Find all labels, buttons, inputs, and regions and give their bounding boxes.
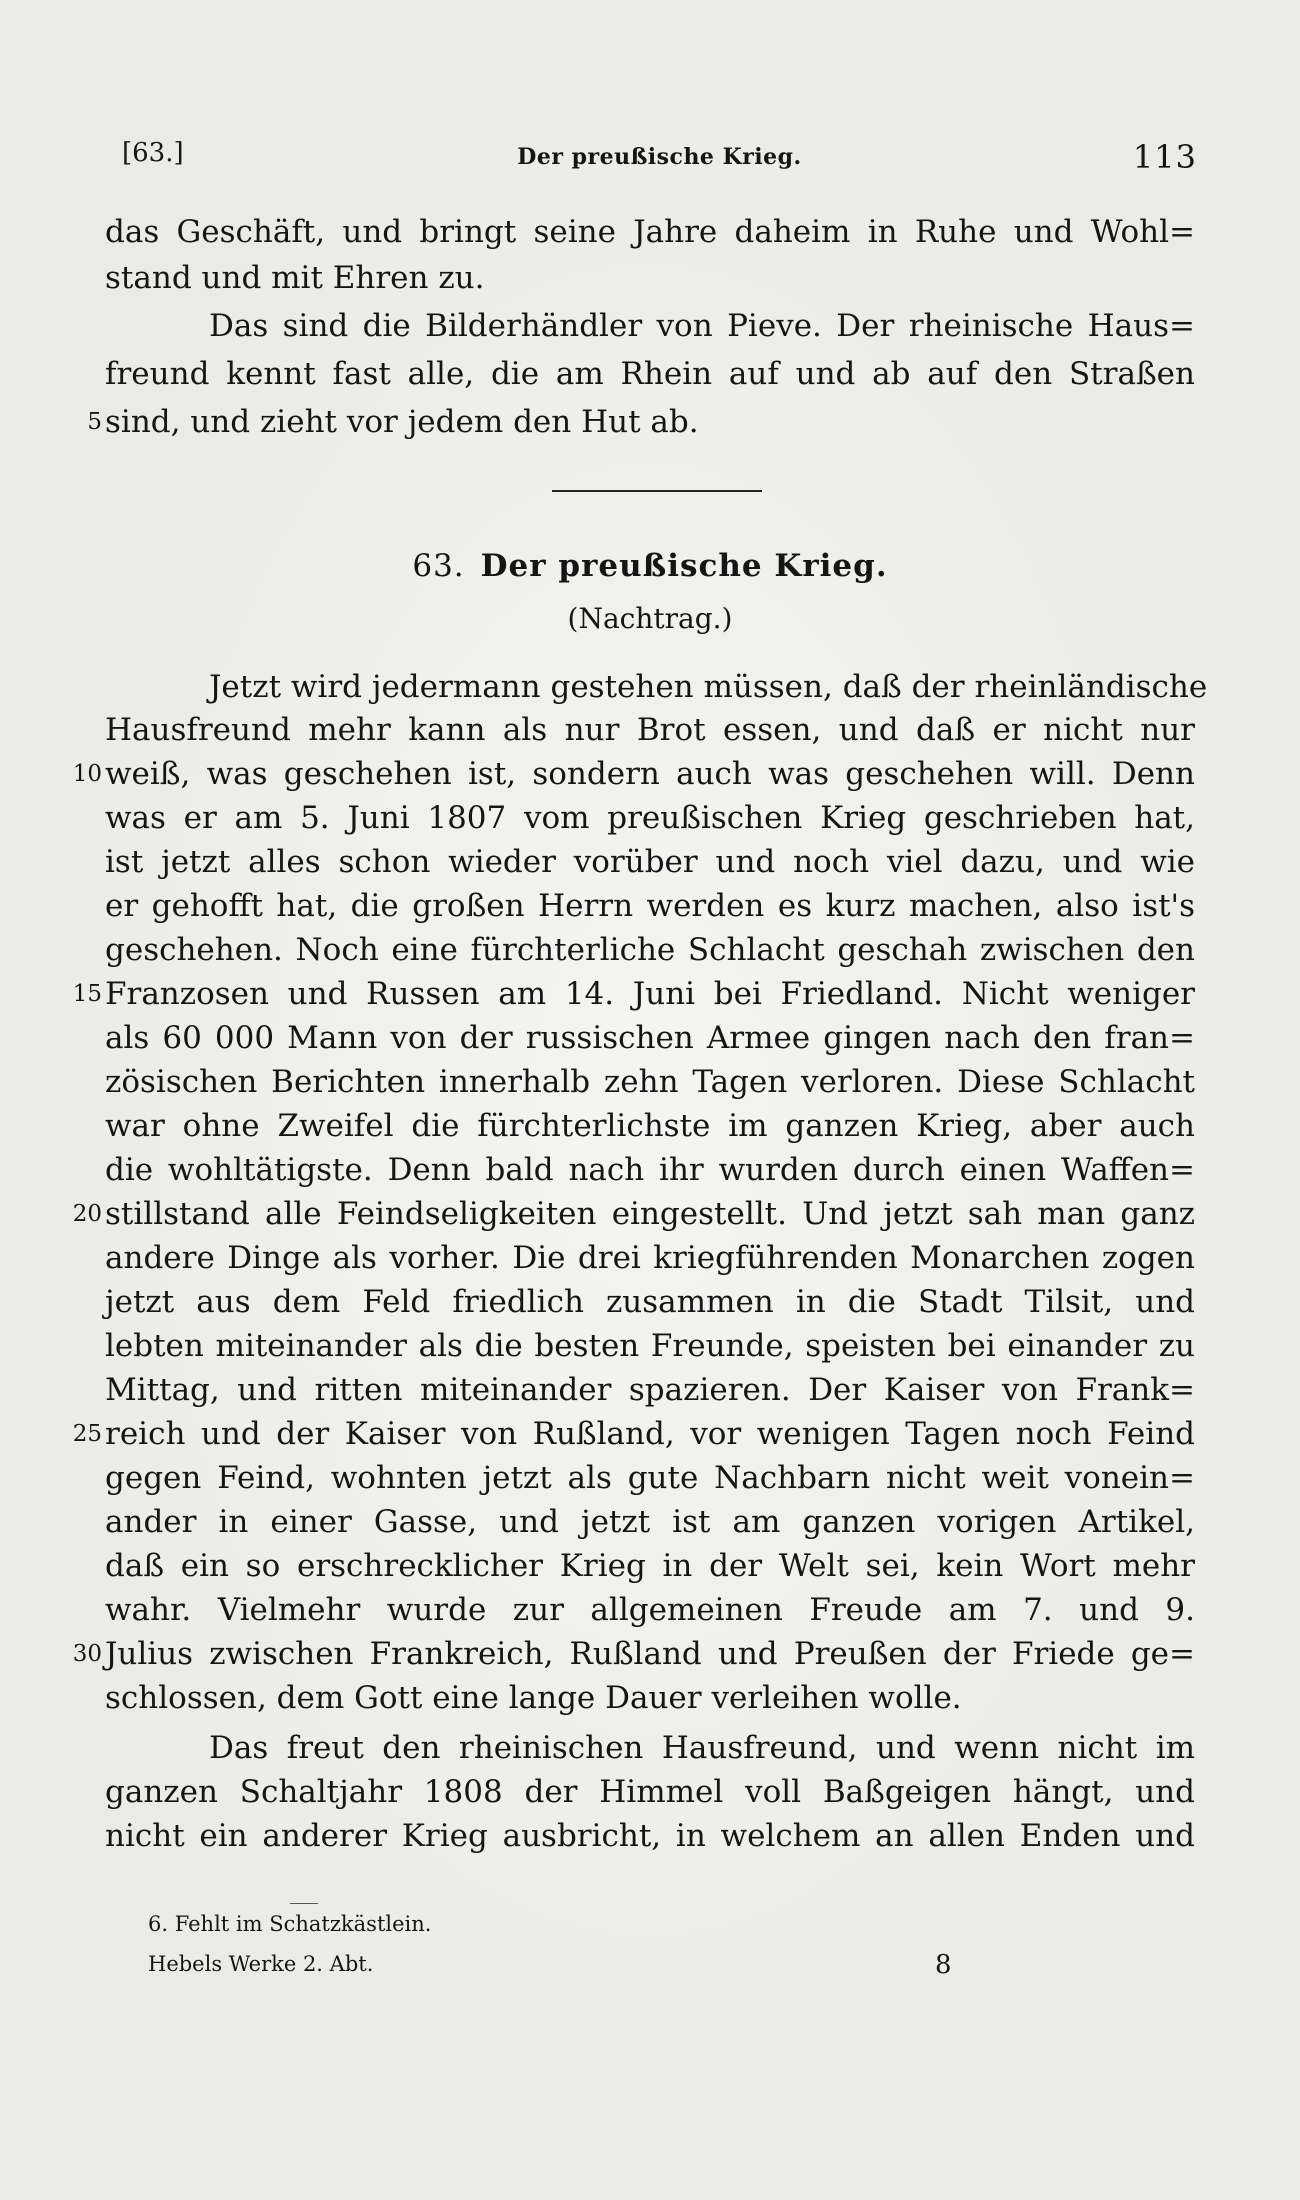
text-line: freund kennt fast alle, die am Rhein auf und ab auf den Straßen xyxy=(105,356,1195,392)
text-line: Julius zwischen Frankreich, Rußland und Preußen der Friede ge= xyxy=(105,1636,1195,1672)
text-line: nicht ein anderer Krieg ausbricht, in welchem an allen Enden und xyxy=(105,1818,1195,1854)
section-title: Der preußische Krieg. xyxy=(480,548,888,584)
section-subtitle: (Nachtrag.) xyxy=(567,602,733,635)
section-divider xyxy=(552,490,762,492)
line-number: 10 xyxy=(72,761,102,787)
line-number: 25 xyxy=(72,1421,102,1447)
text-line: reich und der Kaiser von Rußland, vor wenigen Tagen noch Feind xyxy=(105,1416,1195,1452)
text-line: ander in einer Gasse, und jetzt ist am ganzen vorigen Artikel, xyxy=(105,1504,1195,1540)
text-line: Mittag, und ritten miteinander spazieren. Der Kaiser von Frank= xyxy=(105,1372,1195,1408)
text-line: Das sind die Bilderhändler von Pieve. Der rheinische Haus= xyxy=(209,308,1195,344)
text-line: Jetzt wird jedermann gestehen müssen, daß der rheinländische xyxy=(209,669,1208,705)
text-line: Das freut den rheinischen Hausfreund, und wenn nicht im xyxy=(209,1730,1195,1766)
line-number: 30 xyxy=(72,1641,102,1667)
section-heading xyxy=(0,548,1300,584)
text-line: lebten miteinander als die besten Freunde, speisten bei einander zu xyxy=(105,1328,1195,1364)
text-line: Franzosen und Russen am 14. Juni bei Friedland. Nicht weniger xyxy=(105,976,1195,1012)
text-line: geschehen. Noch eine fürchterliche Schlacht geschah zwischen den xyxy=(105,932,1195,968)
text-line: er gehofft hat, die großen Herrn werden es kurz machen, also ist's xyxy=(105,888,1195,924)
text-line: die wohltätigste. Denn bald nach ihr wurden durch einen Waffen= xyxy=(105,1152,1195,1188)
footnote-rule xyxy=(290,1903,318,1904)
text-line: als 60 000 Mann von der russischen Armee gingen nach den fran= xyxy=(105,1020,1195,1056)
text-line: gegen Feind, wohnten jetzt als gute Nachbarn nicht weit vonein= xyxy=(105,1460,1195,1496)
text-line: war ohne Zweifel die fürchterlichste im ganzen Krieg, aber auch xyxy=(105,1108,1195,1144)
text-line: ist jetzt alles schon wieder vorüber und noch viel dazu, und wie xyxy=(105,844,1195,880)
section-bracket-label: [63.] xyxy=(122,138,184,168)
page-number: 113 xyxy=(1132,138,1197,176)
signature-number: 8 xyxy=(935,1950,952,1980)
line-number: 15 xyxy=(72,981,102,1007)
line-number: 20 xyxy=(72,1201,102,1227)
running-title: Der preußische Krieg. xyxy=(517,144,802,170)
text-line: das Geschäft, und bringt seine Jahre daheim in Ruhe und Wohl= xyxy=(105,214,1195,250)
footnote: 6. Fehlt im Schatzkästlein. xyxy=(148,1912,432,1936)
text-line: zösischen Berichten innerhalb zehn Tagen verloren. Diese Schlacht xyxy=(105,1064,1195,1100)
text-line: daß ein so erschrecklicher Krieg in der Welt sei, kein Wort mehr xyxy=(105,1548,1195,1584)
running-header xyxy=(122,138,1197,178)
text-line: andere Dinge als vorher. Die drei kriegführenden Monarchen zogen xyxy=(105,1240,1195,1276)
line-number: 5 xyxy=(87,409,102,435)
text-line: ganzen Schaltjahr 1808 der Himmel voll Baßgeigen hängt, und xyxy=(105,1774,1195,1810)
text-line: sind, und zieht vor jedem den Hut ab. xyxy=(105,404,699,440)
text-line: wahr. Vielmehr wurde zur allgemeinen Freude am 7. und 9. xyxy=(105,1592,1195,1628)
text-line: stand und mit Ehren zu. xyxy=(105,260,485,296)
section-number: 63. xyxy=(412,548,465,584)
text-line: was er am 5. Juni 1807 vom preußischen Krieg geschrieben hat, xyxy=(105,800,1195,836)
text-line: schlossen, dem Gott eine lange Dauer verleihen wolle. xyxy=(105,1680,962,1716)
text-line: weiß, was geschehen ist, sondern auch was geschehen will. Denn xyxy=(105,756,1195,792)
text-line: jetzt aus dem Feld friedlich zusammen in die Stadt Tilsit, und xyxy=(105,1284,1195,1320)
printer-signature-label: Hebels Werke 2. Abt. xyxy=(148,1952,374,1976)
text-line: stillstand alle Feindseligkeiten eingestellt. Und jetzt sah man ganz xyxy=(105,1196,1195,1232)
text-line: Hausfreund mehr kann als nur Brot essen, und daß er nicht nur xyxy=(105,712,1195,748)
